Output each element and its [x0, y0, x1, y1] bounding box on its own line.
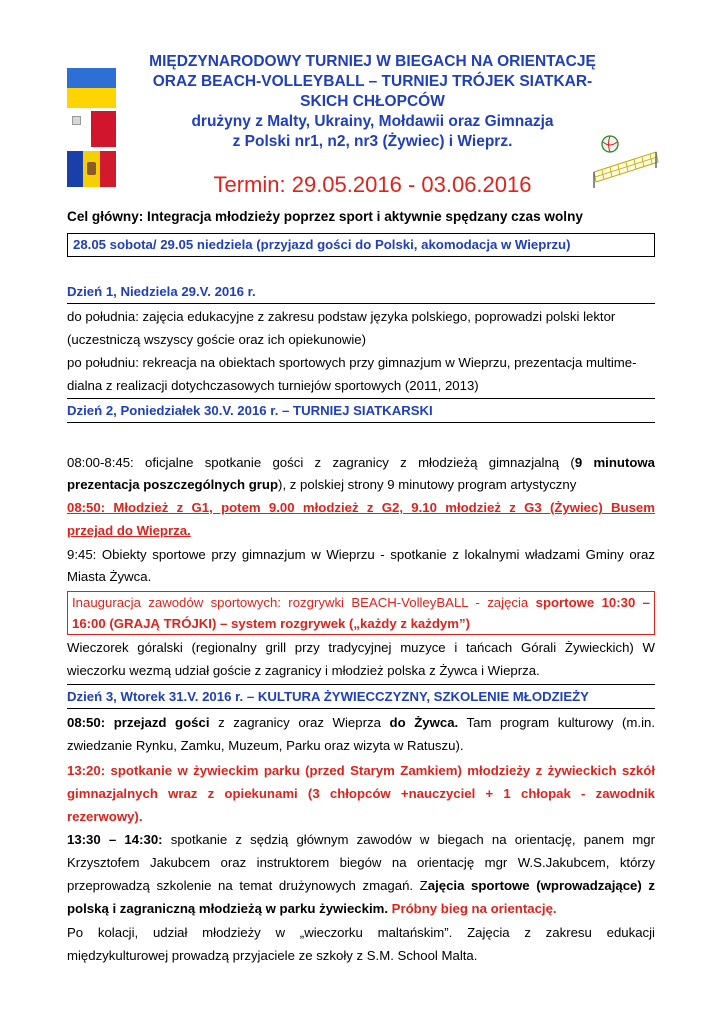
day2-p1c: prezentacja poszczególnych grup [67, 477, 279, 492]
arrival-text: 28.05 sobota/ 29.05 niedziela (przyjazd gości do Polski, akomodacja w Wieprzu) [73, 237, 571, 252]
day3-p1d: Tam program kulturowy (m.in. [458, 715, 656, 730]
day3-p3-line4 [67, 898, 655, 920]
day3-p3g: Próbny bieg na orientację. [388, 901, 557, 916]
day3-p1a: 08:50: przejazd gości [67, 715, 210, 730]
day3-p1-line1 [67, 712, 655, 734]
title-line-1: MIĘDZYNARODOWY TURNIEJ W BIEGACH NA ORIENTACJĘ [149, 53, 596, 70]
day3-p3b: spotkanie z sędzią głównym zawodów w biegach na orientację, panem mgr [162, 832, 655, 847]
document-title [120, 52, 625, 152]
day1-bottom-divider [67, 398, 655, 399]
title-line-4: drużyny z Malty, Ukrainy, Mołdawii oraz Gimnazja [191, 113, 554, 130]
inauguration-a: Inauguracja zawodów sportowych: rozgrywki BEACH-VolleyBALL - zajęcia [72, 595, 536, 610]
day1-morning: do południa: zajęcia edukacyjne z zakresu podstaw języka polskiego, poprowadzi polski lektor [67, 309, 616, 324]
day2-bus-line2: przejad do Wieprza. [67, 523, 191, 538]
day3-p3f: polską i zagraniczną młodzieżą w parku żywieckim. [67, 901, 389, 916]
day3-title: Dzień 3, Wtorek 31.V. 2016 r. – KULTURA ŻYWIECCZYZNY, SZKOLENIE MŁODZIEŻY [67, 689, 589, 704]
event-dates: Termin: 29.05.2016 - 03.06.2016 [213, 172, 532, 197]
day2-evening-line2: wieczorku wezmą udział goście z zagranicy i młodzież polska z Żywca i Wieprza. [67, 663, 540, 678]
day3-p1b: z zagranicy oraz Wieprza [209, 715, 390, 730]
day2-p1a: 08:00-8:45: oficjalne spotkanie gości z zagranicy z młodzieżą gimnazjalną ( [67, 455, 575, 470]
day2-p1-line2 [67, 474, 655, 496]
inauguration-b: sportowe 10:30 – [535, 595, 650, 610]
inauguration-box [67, 591, 655, 635]
day2-p1b: 9 minutowa [574, 455, 655, 470]
day2-divider [67, 422, 655, 423]
arrival-box [67, 233, 655, 257]
day3-divider [67, 708, 655, 709]
day3-p2-line3: rezerwowy). [67, 809, 143, 824]
inauguration-line2: 16:00 (GRAJĄ TRÓJKI) – system rozgrywek („każdy z każdym”) [72, 616, 470, 631]
day3-p1c: do Żywca. [389, 715, 459, 730]
day1-divider [67, 303, 655, 304]
moldova-flag [67, 151, 116, 187]
day3-p3e: ajęcia sportowe (wprowadzające) z [427, 878, 655, 893]
day1-morning-note: (uczestniczą wszyscy goście oraz ich opiekunowie) [67, 332, 367, 347]
day2-title: Dzień 2, Poniedziałek 30.V. 2016 r. – TURNIEJ SIATKARSKI [67, 403, 433, 418]
day3-p4-line2: międzykulturowej prowadzą przyjaciele ze szkoły z S.M. School Malta. [67, 948, 478, 963]
day3-p3a: 13:30 – 14:30: [67, 832, 163, 847]
day3-p4-line1: Po kolacji, udział młodzieży w „wieczorku maltańskim”. Zajęcia z zakresu edukacji [67, 925, 655, 940]
day3-p1-line2: zwiedzanie Rynku, Zamku, Muzeum, Parku oraz wizyta w Ratuszu). [67, 738, 464, 753]
day2-p3-line2: Miasta Żywca. [67, 569, 152, 584]
main-goal: Cel główny: Integracja młodzieży poprzez sport i aktywnie spędzany czas wolny [67, 209, 583, 224]
day3-p3-line3 [67, 875, 655, 897]
day2-bottom-divider [67, 684, 655, 685]
day2-p1d: ), z polskiej strony 9 minutowy program artystyczny [278, 477, 577, 492]
day3-p2-line2: gimnazjalnych wraz z opiekunami (3 chłopców +nauczyciel + 1 chłopak - zawodnik [67, 786, 655, 801]
title-line-5: z Polski nr1, n2, nr3 (Żywiec) i Wieprz. [232, 133, 513, 150]
day1-afternoon: po południu: rekreacja na obiektach sportowych przy gimnazjum w Wieprzu, prezentacja multime- [67, 355, 637, 370]
day3-p3-line2: Krzysztofem Jakubcem oraz instruktorem biegów na orientację mgr W.S.Jakubcem, którzy [67, 855, 655, 870]
day2-evening-line1: Wieczorek góralski (regionalny grill przy tradycyjnej muzyce i tańcach Górali Żywieckich) W [67, 640, 655, 655]
day3-p3d: przeprowadzą szkolenie na temat drużynowych zmagań. Z [67, 878, 428, 893]
title-line-3: SKICH CHŁOPCÓW [300, 93, 445, 110]
ukraine-flag [67, 68, 116, 108]
malta-flag [67, 111, 116, 147]
day2-p3-line1: 9:45: Obiekty sportowe przy gimnazjum w Wieprzu - spotkanie z lokalnymi władzami Gminy oraz [67, 547, 655, 562]
day3-p3-line1 [67, 829, 655, 851]
day2-p1-line1 [67, 452, 655, 474]
day2-bus-line1: 08:50: Młodzież z G1, potem 9.00 młodzież z G2, 9.10 młodzież z G3 (Żywiec) Busem [67, 500, 655, 515]
day3-p2-line1: 13:20: spotkanie w żywieckim parku (przed Starym Zamkiem) młodzieży z żywieckich szkół [67, 763, 655, 778]
day1-title: Dzień 1, Niedziela 29.V. 2016 r. [67, 284, 256, 299]
inauguration-line1 [68, 592, 654, 613]
title-line-2: ORAZ BEACH-VOLLEYBALL – TURNIEJ TRÓJEK SIATKAR- [152, 73, 593, 90]
day1-afternoon-cont: dialna z realizacji dotychczasowych turniejów sportowych (2011, 2013) [67, 378, 479, 393]
